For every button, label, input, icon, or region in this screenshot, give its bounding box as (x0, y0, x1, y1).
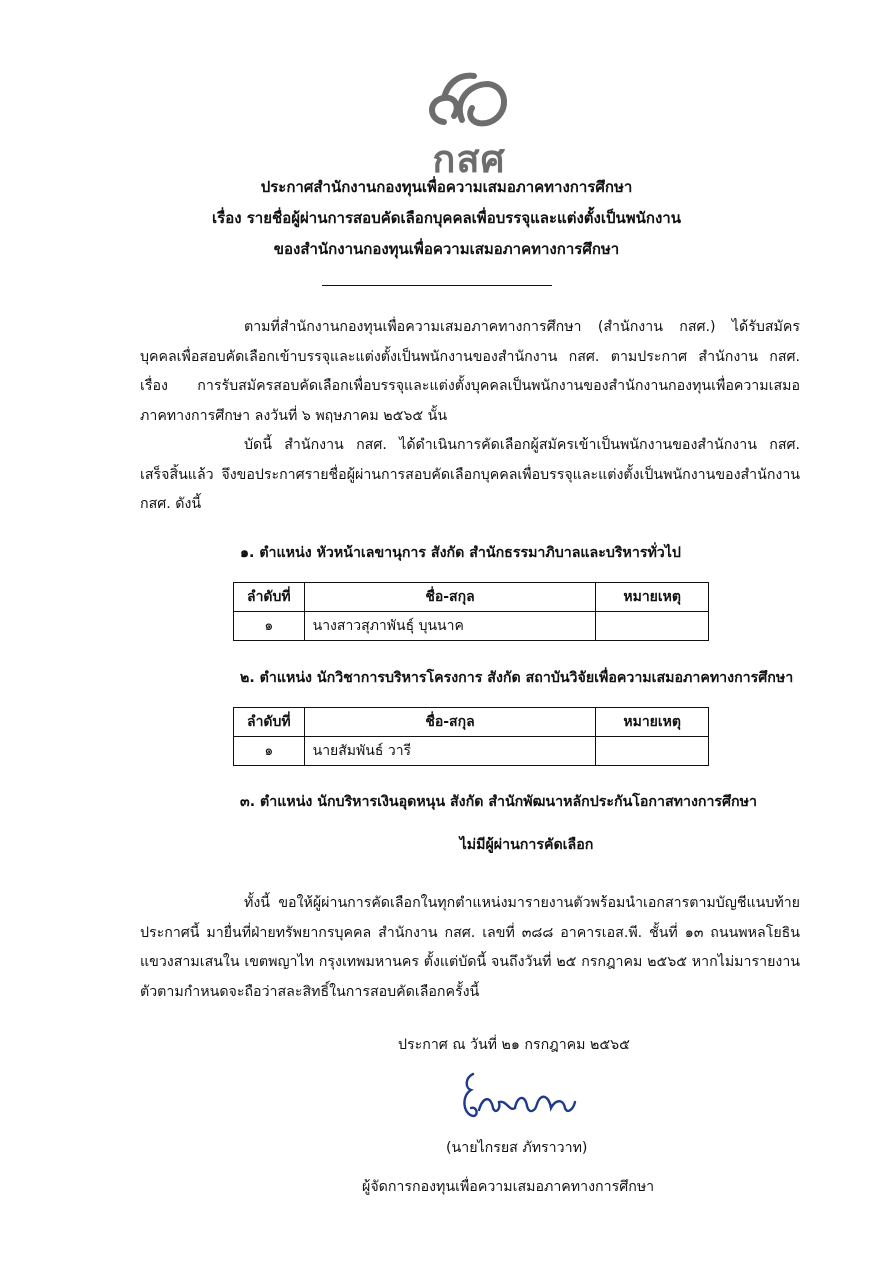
paragraph-intro (140, 313, 800, 431)
title-divider (322, 285, 552, 286)
position-1-table (233, 582, 709, 641)
table-row (234, 612, 709, 641)
signature-icon (455, 1066, 595, 1126)
announcement-subject-cont: ของสำนักงานกองทุนเพื่อความเสมอภาคทางการศึกษา (273, 240, 620, 258)
no-candidate-notice: ไม่มีผู้ผ่านการคัดเลือก (459, 837, 594, 853)
logo-text: กสศ (432, 137, 506, 181)
paragraph-intro-text: ตามที่สำนักงานกองทุนเพื่อความเสมอภาคทางการศึกษา (สำนักงาน กสศ.) ได้รับสมัครบุคคลเพื่อสอบคัดเลือกเข้าบรรจุและแต่งตั้งเป็นพนักงานของสำนักงาน กสศ. ตามประกาศ สำนักงาน กสศ. เรื่อง การรับสมัครสอบคัดเลือกเพื่อบรรจุและแต่งตั้งบุคคลเป็นพนักงานของสำนักงานกองทุนเพื่อความเสมอภาคทางการศึกษา ลงวันที่ ๖ พฤษภาคม ๒๕๖๕ นั้น (140, 319, 800, 424)
paragraph-report-instructions (140, 889, 800, 1007)
row-name: นางสาวสุภาพันธุ์ บุนนาค (304, 612, 596, 641)
table-header-row (234, 708, 709, 737)
position-3-heading: ๓. ตำแหน่ง นักบริหารเงินอุดหนุน สังกัด สำนักพัฒนาหลักประกันโอกาสทางการศึกษา (240, 794, 757, 810)
paragraph-announcement-text: บัดนี้ สำนักงาน กสศ. ได้ดำเนินการคัดเลือกผู้สมัครเข้าเป็นพนักงานของสำนักงาน กสศ. เสร็จสิ้นแล้ว จึงขอประกาศรายชื่อผู้ผ่านการสอบคัดเลือกบุคคลเพื่อบรรจุและแต่งตั้งเป็นพนักงานของสำนักงาน กสศ. ดังนี้ (140, 437, 800, 512)
position-1-heading: ๑. ตำแหน่ง หัวหน้าเลขานุการ สังกัด สำนักธรรมาภิบาลและบริหารทั่วไป (240, 545, 681, 561)
organization-logo (414, 70, 524, 181)
col-note-header: หมายเหตุ (596, 583, 709, 612)
signer-name: (นายไกรยส ภัทราวาท) (446, 1140, 588, 1156)
col-no-header: ลำดับที่ (234, 708, 305, 737)
col-note-header: หมายเหตุ (596, 708, 709, 737)
row-name: นายสัมพันธ์ วารี (304, 737, 596, 766)
row-note (596, 612, 709, 641)
row-no: ๑ (234, 737, 305, 766)
signer-title: ผู้จัดการกองทุนเพื่อความเสมอภาคทางการศึกษา (362, 1179, 655, 1195)
position-2-table (233, 707, 709, 766)
row-note (596, 737, 709, 766)
col-name-header: ชื่อ-สกุล (304, 708, 596, 737)
row-no: ๑ (234, 612, 305, 641)
col-name-header: ชื่อ-สกุล (304, 583, 596, 612)
col-no-header: ลำดับที่ (234, 583, 305, 612)
announcement-subject: เรื่อง รายชื่อผู้ผ่านการสอบคัดเลือกบุคคลเพื่อบรรจุและแต่งตั้งเป็นพนักงาน (212, 209, 681, 227)
paragraph-report-text: ทั้งนี้ ขอให้ผู้ผ่านการคัดเลือกในทุกตำแหน่งมารายงานตัวพร้อมนำเอกสารตามบัญชีแนบท้ายประกาศนี้ มายื่นที่ฝ่ายทรัพยากรบุคคล สำนักงาน กสศ. เลขที่ ๓๘๘ อาคารเอส.พี. ชั้นที่ ๑๓ ถนนพหลโยธิน แขวงสามเสนใน เขตพญาไท กรุงเทพมหานคร ตั้งแต่บัดนี้ จนถึงวันที่ ๒๕ กรกฎาคม ๒๕๖๕ หากไม่มารายงานตัวตามกำหนดจะถือว่าสละสิทธิ์ในการสอบคัดเลือกครั้งนี้ (140, 895, 800, 1000)
table-header-row (234, 583, 709, 612)
table-row (234, 737, 709, 766)
signature (455, 1066, 595, 1126)
position-2-heading: ๒. ตำแหน่ง นักวิชาการบริหารโครงการ สังกัด สถาบันวิจัยเพื่อความเสมอภาคทางการศึกษา (240, 670, 794, 686)
paragraph-announcement (140, 431, 800, 520)
announcement-date: ประกาศ ณ วันที่ ๒๑ กรกฎาคม ๒๕๖๕ (398, 1037, 630, 1053)
announcement-title: ประกาศสำนักงานกองทุนเพื่อความเสมอภาคทางการศึกษา (260, 178, 633, 196)
